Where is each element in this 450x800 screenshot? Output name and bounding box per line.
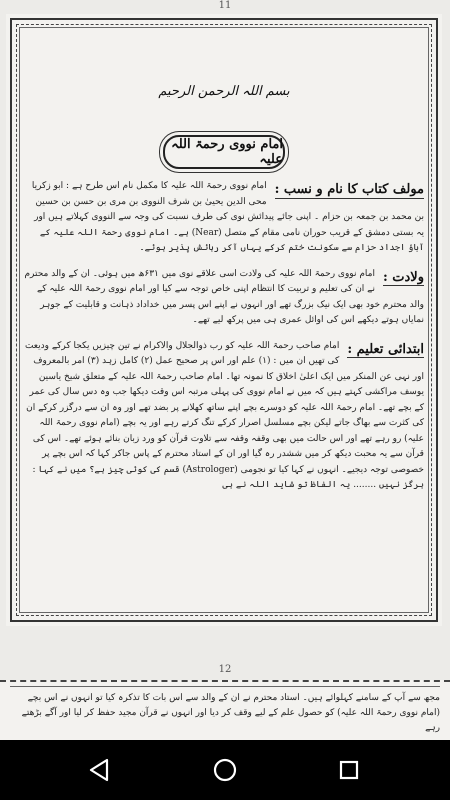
page-number-bottom: 12 <box>218 664 232 675</box>
section-body-birth: امام نووی رحمۃ اللہ علیہ کی ولادت اسی علاقے نوی میں ۶۳۱ھ میں ہوئی۔ ان کے والد محترم نے ان کی تعلیم و تربیت کا انتظام اپنی خاص توجہ سے کیا اور امام نووی رحمۃ اللہ علیہ کے والد محترم خود بھی ایک نیک بزرگ تھے اور انہوں نے اپنے اس پسر میں خداداد ذہانت و قابلیت کے جوہر نمایاں ہوتے دیکھے اس کی اوائل عمری ہی میں پرکھ لیے تھے۔ <box>24 268 424 325</box>
section-heading-birth: ولادت : <box>382 269 424 285</box>
chapter-title: امام نووی رحمۃ اللہ علیہ <box>171 137 283 167</box>
home-circle-icon <box>212 757 238 783</box>
chapter-title-cartouche <box>163 135 285 169</box>
recent-square-icon <box>338 759 360 781</box>
recent-apps-button[interactable] <box>324 752 374 788</box>
section-birth <box>24 267 424 329</box>
book-page <box>6 14 442 626</box>
section-body-lineage: امام نووی رحمۃ اللہ علیہ کا مکمل نام اس طرح ہے : ابو زکریا محی الدین یحییٰ بن شرف النووی بن مری بن حسن بن حسین بن محمد بن جمعہ بن حزام ۔ اپنی جائے پیدائش نوی کی طرف نسبت کی وجہ سے النووی کہلاتے ہیں اور یہ بستی دمشق کے قریب حوران نامی مقام کے متصل (Near) ہے۔ امام نووی رحمۃ اللہ علیہ کے آباؤ اجداد حزام سے سکونت ختم کرکے یہاں آکر رہائش پذیر ہوئے۔ <box>31 181 424 253</box>
section-lineage <box>24 179 424 257</box>
next-page-text: مجھ سے آپ کے سامنے کہلوائے ہیں۔ استاد محترم نے ان کے والد سے اس بات کا تذکرہ کیا تو انہوں نے اس بچے (امام نووی رحمۃ اللہ علیہ) کو حصول علم کے لیے وقف کر دیا اور انہوں نے قرآن مجید حفظ کر لیا اور آگے بڑھتے رہے <box>10 686 440 736</box>
android-nav-bar <box>0 740 450 800</box>
home-button[interactable] <box>200 752 250 788</box>
back-button[interactable] <box>74 752 124 788</box>
section-heading-early-education: ابتدائی تعلیم : <box>347 341 424 357</box>
page-number-top: 11 <box>218 0 232 11</box>
section-heading-lineage: مولف کتاب کا نام و نسب : <box>274 182 424 197</box>
page-content <box>24 32 424 608</box>
next-page-preview <box>0 680 450 742</box>
section-body-early-education: امام صاحب رحمۃ اللہ علیہ کو رب ذوالجلال والاکرام نے تین چیزیں یکجا کرکے ودیعت کی تھیں ان میں : (۱) علم اور اس پر صحیح عمل (۲) کامل زہد (۳) امر بالمعروف اور نہی عن المنکر میں ایک اعلیٰ اخلاق کا نمونہ تھا۔ امام صاحب رحمۃ اللہ علیہ کے متعلق شیخ یاسین یوسف مراکشی کہتے ہیں کہ میں نے امام نووی کی پہلی مرتبہ اس وقت دیکھا جب وہ دس سال کی عمر کے بچے تھے۔ امام رحمۃ اللہ علیہ کو دوسرے بچے اپنے ساتھ کھلانے پر بضد تھے اور وہ ان سے درگزر کرکے ان کی کثرت سے بھاگ جاتے لیکن بچے مسلسل اصرار کرکے تنگ کرتے رہے اور یہ بچے (امام نووی رحمۃ اللہ علیہ) رو رہے تھے اور اس حالت میں بھی وقفہ وقفہ سے تلاوت قرآن کو ورد زبان بنائے ہوئے تھے۔ اس کی قرآن سے یہ محبت دیکھ کر میں ششدر رہ گیا اور ان کے استاد محترم کے پاس جاکر کہا کہ اس بچے پر خصوصی توجہ دیجیے۔ انہوں نے کہا کیا تو نجومی (Astrologer) قسم کی کوئی چیز ہے؟ میں نے کہا : ہرگز نہیں ........ یہ الفاظ تو شاید اللہ نے ہی <box>24 340 424 490</box>
section-early-education <box>24 339 424 494</box>
basmala: بسم اللہ الرحمن الرحیم <box>158 84 290 99</box>
back-triangle-icon <box>88 758 110 782</box>
